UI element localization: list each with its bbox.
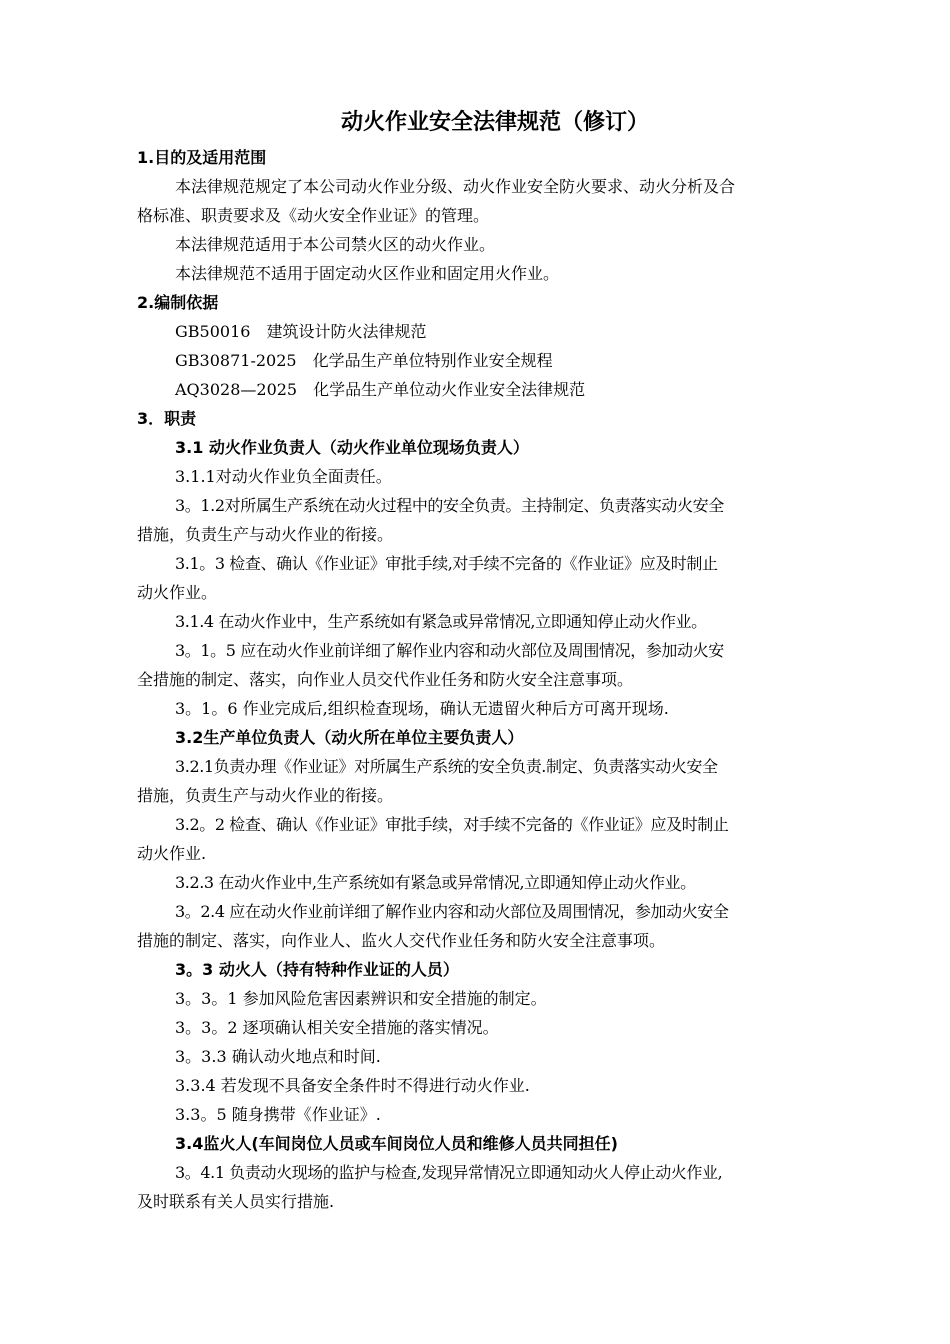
body-text-line: 3.1.1对动火作业负全面责任。 xyxy=(175,467,392,486)
body-text-line: 措施，负责生产与动火作业的衔接。 xyxy=(137,525,394,544)
body-text-line: 3.2。2 检查、确认《作业证》审批手续，对手续不完备的《作业证》应及时制止 xyxy=(175,815,729,834)
body-text-line: 3。3。1 参加风险危害因素辨识和安全措施的制定。 xyxy=(175,989,547,1008)
body-text-line: 3.1。3 检查、确认《作业证》审批手续,对手续不完备的《作业证》应及时制止 xyxy=(175,554,718,573)
section-heading: 3.4监火人(车间岗位人员或车间岗位人员和维修人员共同担任) xyxy=(175,1134,618,1153)
body-text-line: 3。2.4 应在动火作业前详细了解作业内容和动火部位及周围情况，参加动火安全 xyxy=(175,902,729,921)
section-heading: 3.2生产单位负责人（动火所在单位主要负责人） xyxy=(175,728,524,747)
section-heading: 1.目的及适用范围 xyxy=(137,148,267,167)
body-text-line: 3.2.1负责办理《作业证》对所属生产系统的安全负责.制定、负责落实动火安全 xyxy=(175,757,718,776)
body-text-line: 措施的制定、落实，向作业人、监火人交代作业任务和防火安全注意事项。 xyxy=(137,931,666,950)
body-text-line: 本法律规范规定了本公司动火作业分级、动火作业安全防火要求、动火分析及合 xyxy=(175,177,736,196)
body-text-line: 本法律规范不适用于固定动火区作业和固定用火作业。 xyxy=(175,264,560,283)
body-text-line: 3.2.3 在动火作业中,生产系统如有紧急或异常情况,立即通知停止动火作业。 xyxy=(175,873,696,892)
document-title: 动火作业安全法律规范（修订） xyxy=(340,110,649,135)
section-heading: 3．职责 xyxy=(137,409,197,428)
body-text-line: 3.3。5 随身携带《作业证》. xyxy=(175,1105,381,1124)
body-text-line: 3。1。6 作业完成后,组织检查现场，确认无遗留火种后方可离开现场. xyxy=(175,699,669,718)
section-heading: 3.1 动火作业负责人（动火作业单位现场负责人） xyxy=(175,438,529,457)
body-text-line: 及时联系有关人员实行措施. xyxy=(137,1192,335,1211)
body-text-line: 格标准、职责要求及《动火安全作业证》的管理。 xyxy=(137,206,490,225)
body-text-line: 措施，负责生产与动火作业的衔接。 xyxy=(137,786,394,805)
section-heading: 3。3 动火人（持有特种作业证的人员） xyxy=(175,960,459,979)
body-text-line: 3。1。5 应在动火作业前详细了解作业内容和动火部位及周围情况，参加动火安 xyxy=(175,641,724,660)
body-text-line: GB50016 建筑设计防火法律规范 xyxy=(175,322,427,341)
body-text-line: 3.1.4 在动火作业中，生产系统如有紧急或异常情况,立即通知停止动火作业。 xyxy=(175,612,707,631)
body-text-line: 动火作业. xyxy=(137,844,207,863)
body-text-line: 3.3.4 若发现不具备安全条件时不得进行动火作业. xyxy=(175,1076,530,1095)
body-text-line: 3。3。2 逐项确认相关安全措施的落实情况。 xyxy=(175,1018,499,1037)
section-heading: 2.编制依据 xyxy=(137,293,219,312)
body-text-line: GB30871-2025 化学品生产单位特别作业安全规程 xyxy=(175,351,553,370)
document-body xyxy=(137,143,857,1216)
body-text-line: 全措施的制定、落实，向作业人员交代作业任务和防火安全注意事项。 xyxy=(137,670,634,689)
body-text-line: 动火作业。 xyxy=(137,583,218,602)
body-text-line: 3。1.2对所属生产系统在动火过程中的安全负责。主持制定、负责落实动火安全 xyxy=(175,496,724,515)
body-text-line: 本法律规范适用于本公司禁火区的动火作业。 xyxy=(175,235,496,254)
body-text-line: 3。3.3 确认动火地点和时间. xyxy=(175,1047,381,1066)
body-text-line: AQ3028—2025 化学品生产单位动火作业安全法律规范 xyxy=(175,380,586,399)
body-text-line: 3。4.1 负责动火现场的监护与检查,发现异常情况立即通知动火人停止动火作业, xyxy=(175,1163,723,1182)
